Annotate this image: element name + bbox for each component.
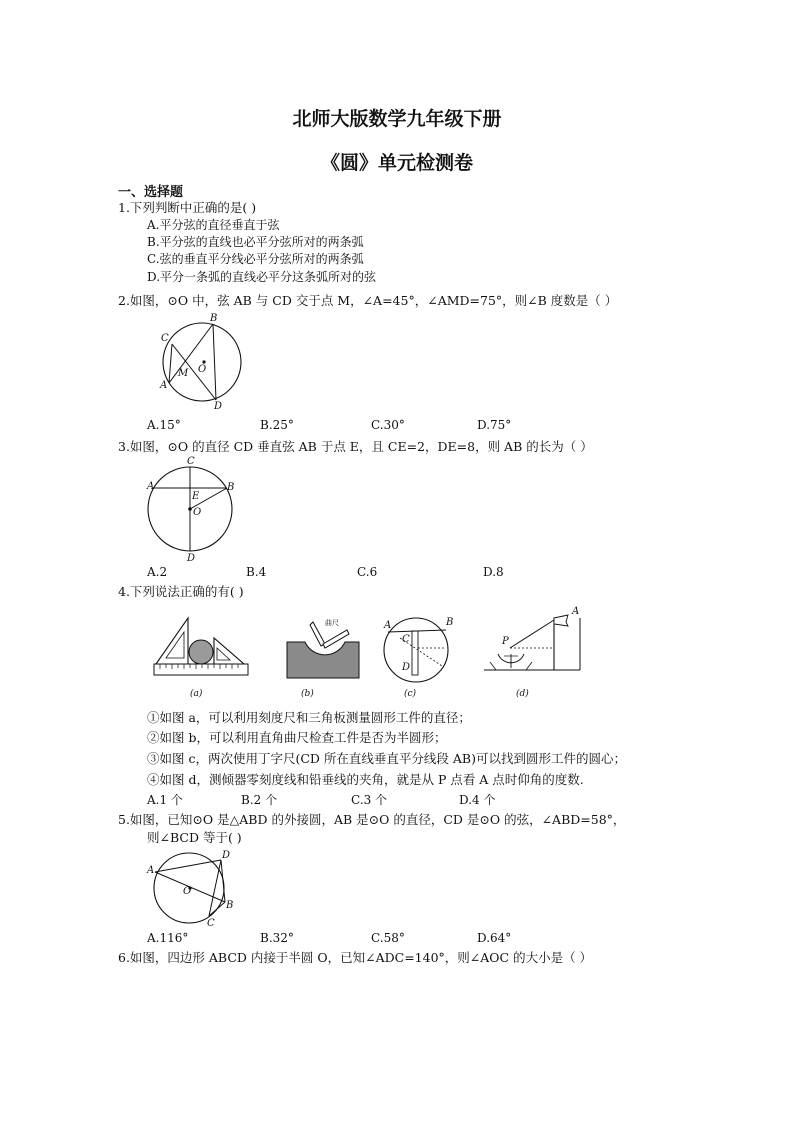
label-a: A — [160, 380, 168, 391]
question-6-stem: 6.如图，四边形 ABCD 内接于半圆 O，已知∠ADC=140°，则∠AOC 的大小是（ ） — [118, 950, 593, 965]
label-a: A — [572, 606, 580, 617]
label-b: B — [446, 617, 454, 628]
question-5-option-b: B.32° — [260, 931, 294, 945]
statement-3: ③如图 c，两次使用丁字尺(CD 所在直线垂直平分线段 AB)可以找到圆形工件的圆心； — [147, 751, 626, 766]
document-title: 北师大版数学九年级下册 — [292, 108, 502, 130]
label-d: D — [402, 662, 411, 673]
caption-b: (b) — [301, 689, 314, 699]
label-b: B — [210, 313, 218, 324]
question-4-option-d: D.4 个 — [459, 793, 496, 807]
question-3-option-c: C.6 — [357, 565, 378, 579]
ruler-label: 曲尺 — [325, 619, 339, 627]
label-o: O — [183, 886, 192, 897]
figure-b — [283, 608, 363, 703]
question-1-option-b: B.平分弦的直线也必平分弦所对的两条弧 — [147, 235, 364, 249]
question-5-option-a: A.116° — [147, 931, 189, 945]
question-1-option-a: A.平分弦的直径垂直于弦 — [147, 218, 280, 232]
statement-1: ①如图 a，可以利用刻度尺和三角板测量圆形工件的直径； — [147, 710, 471, 725]
question-3-option-d: D.8 — [483, 565, 504, 579]
label-p: P — [502, 636, 509, 647]
figure-c — [378, 608, 458, 703]
label-d: D — [187, 553, 196, 564]
label-c: C — [402, 634, 410, 645]
label-b: B — [226, 900, 234, 911]
figure-d — [482, 602, 592, 702]
question-5-option-d: D.64° — [477, 931, 512, 945]
label-o: O — [198, 364, 207, 375]
figure-a — [150, 608, 250, 703]
question-2-option-b: B.25° — [260, 418, 294, 432]
label-o: O — [193, 507, 202, 518]
question-4-option-c: C.3 个 — [351, 793, 388, 807]
question-3-option-a: A.2 — [147, 565, 168, 579]
question-4-stem: 4.下列说法正确的有( ) — [118, 584, 244, 599]
label-m: M — [178, 368, 189, 379]
caption-a: (a) — [190, 689, 203, 699]
document-subtitle: 《圆》单元检测卷 — [320, 152, 473, 174]
label-a: A — [384, 620, 392, 631]
label-d: D — [214, 401, 223, 412]
question-2-figure — [150, 310, 250, 410]
question-2-option-d: D.75° — [477, 418, 512, 432]
question-4-option-a: A.1 个 — [147, 793, 183, 807]
caption-c: (c) — [404, 689, 417, 699]
question-2-stem: 2.如图，⊙O 中，弦 AB 与 CD 交于点 M，∠A=45°，∠AMD=75°，则∠B 度数是（ ） — [118, 293, 618, 308]
label-a: A — [147, 865, 155, 876]
question-3-stem: 3.如图，⊙O 的直径 CD 垂直弦 AB 于点 E，且 CE=2，DE=8，则 AB 的长为（ ） — [118, 439, 593, 454]
caption-d: (d) — [516, 689, 529, 699]
section-heading: 一、选择题 — [118, 185, 184, 200]
label-c: C — [187, 456, 195, 467]
question-1-option-c: C.弦的垂直平分线必平分弦所对的两条弧 — [147, 252, 364, 266]
question-1-option-d: D.平分一条弧的直线必平分这条弧所对的弦 — [147, 270, 377, 284]
statement-2: ②如图 b，可以利用直角曲尺检查工件是否为半圆形； — [147, 730, 447, 745]
question-2-option-c: C.30° — [371, 418, 405, 432]
label-c: C — [161, 333, 169, 344]
question-5-stem: 5.如图，已知⊙O 是△ABD 的外接圆，AB 是⊙O 的直径，CD 是⊙O 的弦，∠ABD=58°， — [118, 812, 626, 827]
question-5-stem-continued: 则∠BCD 等于( ) — [147, 830, 242, 845]
question-3-figure — [145, 455, 255, 565]
question-2-option-a: A.15° — [147, 418, 181, 432]
question-5-option-c: C.58° — [371, 931, 405, 945]
question-1-stem: 1.下列判断中正确的是( ) — [118, 200, 257, 215]
question-5-figure — [145, 846, 245, 936]
question-3-option-b: B.4 — [246, 565, 267, 579]
question-4-option-b: B.2 个 — [241, 793, 278, 807]
label-c: C — [207, 918, 215, 929]
label-e: E — [192, 491, 200, 502]
label-d: D — [222, 850, 231, 861]
statement-4: ④如图 d，测倾器零刻度线和铅垂线的夹角，就是从 P 点看 A 点时仰角的度数. — [147, 772, 584, 787]
label-b: B — [227, 482, 235, 493]
label-a: A — [147, 481, 155, 492]
